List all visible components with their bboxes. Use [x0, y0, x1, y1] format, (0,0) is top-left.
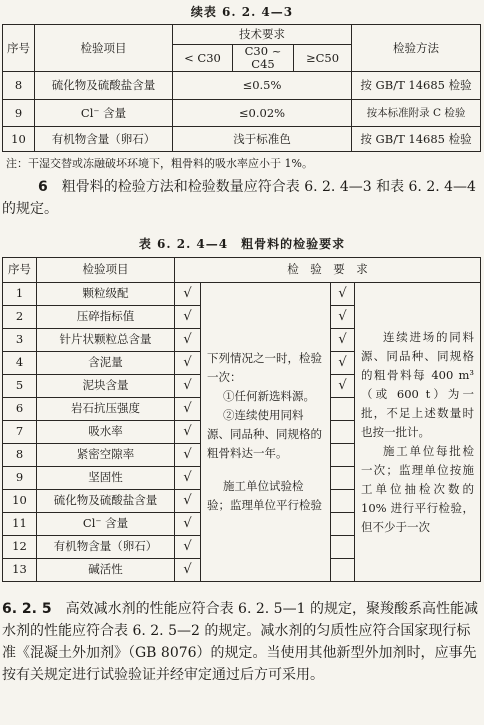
condition-item-2: ②连续使用同料源、同品种、同规格的粗骨料达一年。: [207, 408, 322, 460]
empty-check-cell: [331, 536, 355, 559]
table2: [2, 257, 481, 582]
empty-check-cell: [331, 490, 355, 513]
t2-row-no: 10: [3, 490, 37, 513]
condition-responsibility: 施工单位试验检验；监理单位平行检验: [207, 479, 322, 512]
table1: [2, 24, 481, 152]
check-mark: √: [175, 490, 201, 513]
t2-row-no: 3: [3, 329, 37, 352]
t2-row-item: 针片状颗粒总含量: [37, 329, 175, 352]
t1-row-method: 按本标准附录 C 检验: [352, 100, 481, 127]
t2-row-no: 9: [3, 467, 37, 490]
check-mark: √: [175, 306, 201, 329]
t2-row-no: 12: [3, 536, 37, 559]
t1-row-item: 硫化物及硫酸盐含量: [35, 72, 173, 100]
table-row: [3, 283, 481, 306]
check-mark: √: [175, 559, 201, 582]
clause-number: 6. 2. 5: [2, 601, 52, 617]
check-mark: √: [175, 444, 201, 467]
t1-header-no: 序号: [3, 25, 35, 72]
empty-check-cell: [331, 513, 355, 536]
t2-row-no: 4: [3, 352, 37, 375]
table-row: [3, 127, 481, 152]
empty-check-cell: [331, 398, 355, 421]
paragraph-number: 6: [38, 179, 48, 195]
t2-row-no: 7: [3, 421, 37, 444]
table1-note: 注：干湿交替或冻融破坏环境下，粗骨料的吸水率应小于 1%。: [6, 157, 313, 170]
clause-6-2-5: [2, 598, 482, 686]
t2-batch-rule: [355, 283, 481, 582]
t2-row-item: Cl⁻ 含量: [37, 513, 175, 536]
t2-row-item: 有机物含量（卵石）: [37, 536, 175, 559]
t1-row-method: 按 GB/T 14685 检验: [352, 127, 481, 152]
empty-check-cell: [331, 559, 355, 582]
t1-row-req: ≤0.02%: [173, 100, 352, 127]
t2-row-item: 压碎指标值: [37, 306, 175, 329]
check-mark: √: [175, 421, 201, 444]
t2-row-item: 碱活性: [37, 559, 175, 582]
t2-row-no: 8: [3, 444, 37, 467]
t1-row-item: Cl⁻ 含量: [35, 100, 173, 127]
t2-row-no: 6: [3, 398, 37, 421]
check-mark: √: [175, 467, 201, 490]
paragraph-text: 粗骨料的检验方法和检验数量应符合表 6. 2. 4—3 和表 6. 2. 4—4 的规定。: [2, 179, 476, 217]
t1-header-method: 检验方法: [352, 25, 481, 72]
t2-row-item: 硫化物及硫酸盐含量: [37, 490, 175, 513]
t2-sample-condition: [201, 283, 331, 582]
check-mark: √: [331, 283, 355, 306]
check-mark: √: [175, 513, 201, 536]
paragraph-6: [2, 176, 482, 220]
batch-responsibility: 施工单位每批检一次；监理单位按施工单位抽检次数的 10% 进行平行检验，但不少于一次: [361, 443, 474, 534]
table2-title: 表 6. 2. 4—4 粗骨料的检验要求: [138, 237, 346, 251]
check-mark: √: [331, 329, 355, 352]
t2-row-no: 11: [3, 513, 37, 536]
t1-grade-ge-c50: ≥C50: [294, 45, 352, 72]
check-mark: √: [331, 375, 355, 398]
t2-row-no: 5: [3, 375, 37, 398]
check-mark: √: [175, 375, 201, 398]
t2-row-no: 13: [3, 559, 37, 582]
check-mark: √: [175, 329, 201, 352]
t1-row-no: 9: [3, 100, 35, 127]
condition-intro: 下列情况之一时，检验一次：: [207, 351, 322, 384]
t2-row-item: 泥块含量: [37, 375, 175, 398]
t1-row-req: ≤0.5%: [173, 72, 352, 100]
t2-row-item: 紧密空隙率: [37, 444, 175, 467]
t2-row-item: 含泥量: [37, 352, 175, 375]
t1-grade-lt-c30: < C30: [173, 45, 233, 72]
t2-row-item: 颗粒级配: [37, 283, 175, 306]
empty-check-cell: [331, 444, 355, 467]
check-mark: √: [331, 352, 355, 375]
t1-header-item: 检验项目: [35, 25, 173, 72]
t1-row-item: 有机物含量（卵石）: [35, 127, 173, 152]
t1-row-no: 8: [3, 72, 35, 100]
t2-row-item: 岩石抗压强度: [37, 398, 175, 421]
t2-row-item: 吸水率: [37, 421, 175, 444]
table-row: [3, 72, 481, 100]
empty-check-cell: [331, 421, 355, 444]
t2-header-item: 检验项目: [37, 258, 175, 283]
table-row: [3, 100, 481, 127]
t1-row-method: 按 GB/T 14685 检验: [352, 72, 481, 100]
t1-row-req: 浅于标准色: [173, 127, 352, 152]
t2-row-no: 1: [3, 283, 37, 306]
t1-row-no: 10: [3, 127, 35, 152]
t1-header-tech: 技术要求: [173, 25, 352, 45]
t1-grade-c30-c45: C30 ~ C45: [233, 45, 294, 72]
check-mark: √: [331, 306, 355, 329]
check-mark: √: [175, 283, 201, 306]
t2-row-no: 2: [3, 306, 37, 329]
check-mark: √: [175, 352, 201, 375]
table1-title: 续表 6. 2. 4—3: [190, 5, 294, 19]
condition-item-1: ①任何新选料源。: [223, 389, 315, 403]
empty-check-cell: [331, 467, 355, 490]
batch-rule-text: 连续进场的同料源、同品种、同规格的粗骨料每 400 m³（或 600 t）为一批，不足上述数量时也按一批计。: [361, 329, 474, 439]
t2-header-req: 检 验 要 求: [175, 258, 481, 283]
t2-row-item: 坚固性: [37, 467, 175, 490]
check-mark: √: [175, 398, 201, 421]
clause-text: 高效减水剂的性能应符合表 6. 2. 5—1 的规定，聚羧酸系高性能减水剂的性能应符合表 6. 2. 5—2 的规定。减水剂的匀质性应符合国家现行标准《混凝土外加剂》（GB 8076）的规定。当使用其他新型外加剂时，应事先按有关规定进行试验验证并经审定通过后方可采用。: [2, 601, 478, 683]
t2-header-no: 序号: [3, 258, 37, 283]
check-mark: √: [175, 536, 201, 559]
